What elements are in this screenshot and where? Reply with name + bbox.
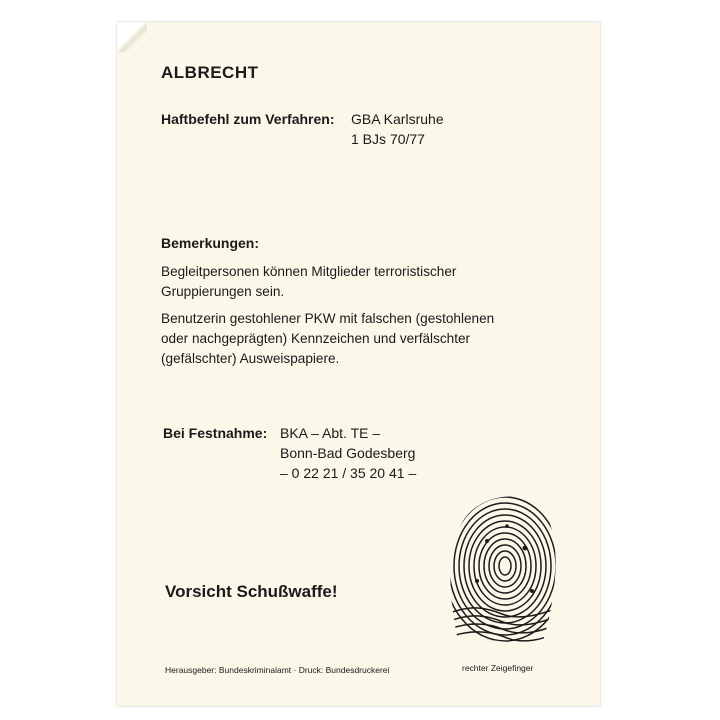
remarks-line: Gruppierungen sein. (161, 284, 285, 299)
warrant-case-number: 1 BJs 70/77 (351, 131, 425, 147)
arrest-contact-department: BKA – Abt. TE – (280, 425, 381, 441)
remarks-line: Benutzerin gestohlener PKW mit falschen (gestohlenen (161, 311, 495, 326)
arrest-contact-location: Bonn-Bad Godesberg (280, 445, 416, 461)
publisher-footer: Herausgeber: Bundeskriminalamt · Druck: Bundesdruckerei (165, 665, 390, 675)
remarks-paragraph-1 (161, 262, 456, 302)
remarks-line: Begleitpersonen können Mitglieder terroristischer (161, 264, 457, 279)
fingerprint-caption: rechter Zeigefinger (462, 663, 534, 673)
page-title: ALBRECHT (161, 63, 259, 82)
caution-warning: Vorsicht Schußwaffe! (165, 582, 338, 601)
arrest-label: Bei Festnahme: (163, 425, 268, 441)
warrant-label: Haftbefehl zum Verfahren: (161, 111, 335, 127)
remarks-heading: Bemerkungen: (161, 235, 260, 251)
arrest-contact-phone: – 0 22 21 / 35 20 41 – (280, 465, 417, 481)
remarks-line: oder nachgeprägten) Kennzeichen und verfälschter (161, 331, 471, 346)
remarks-line: (gefälschter) Ausweispapiere. (161, 351, 340, 366)
fingerprint-image (447, 486, 557, 651)
remarks-paragraph-2 (161, 309, 494, 369)
card-corner (117, 22, 147, 52)
warrant-authority: GBA Karlsruhe (351, 111, 444, 127)
